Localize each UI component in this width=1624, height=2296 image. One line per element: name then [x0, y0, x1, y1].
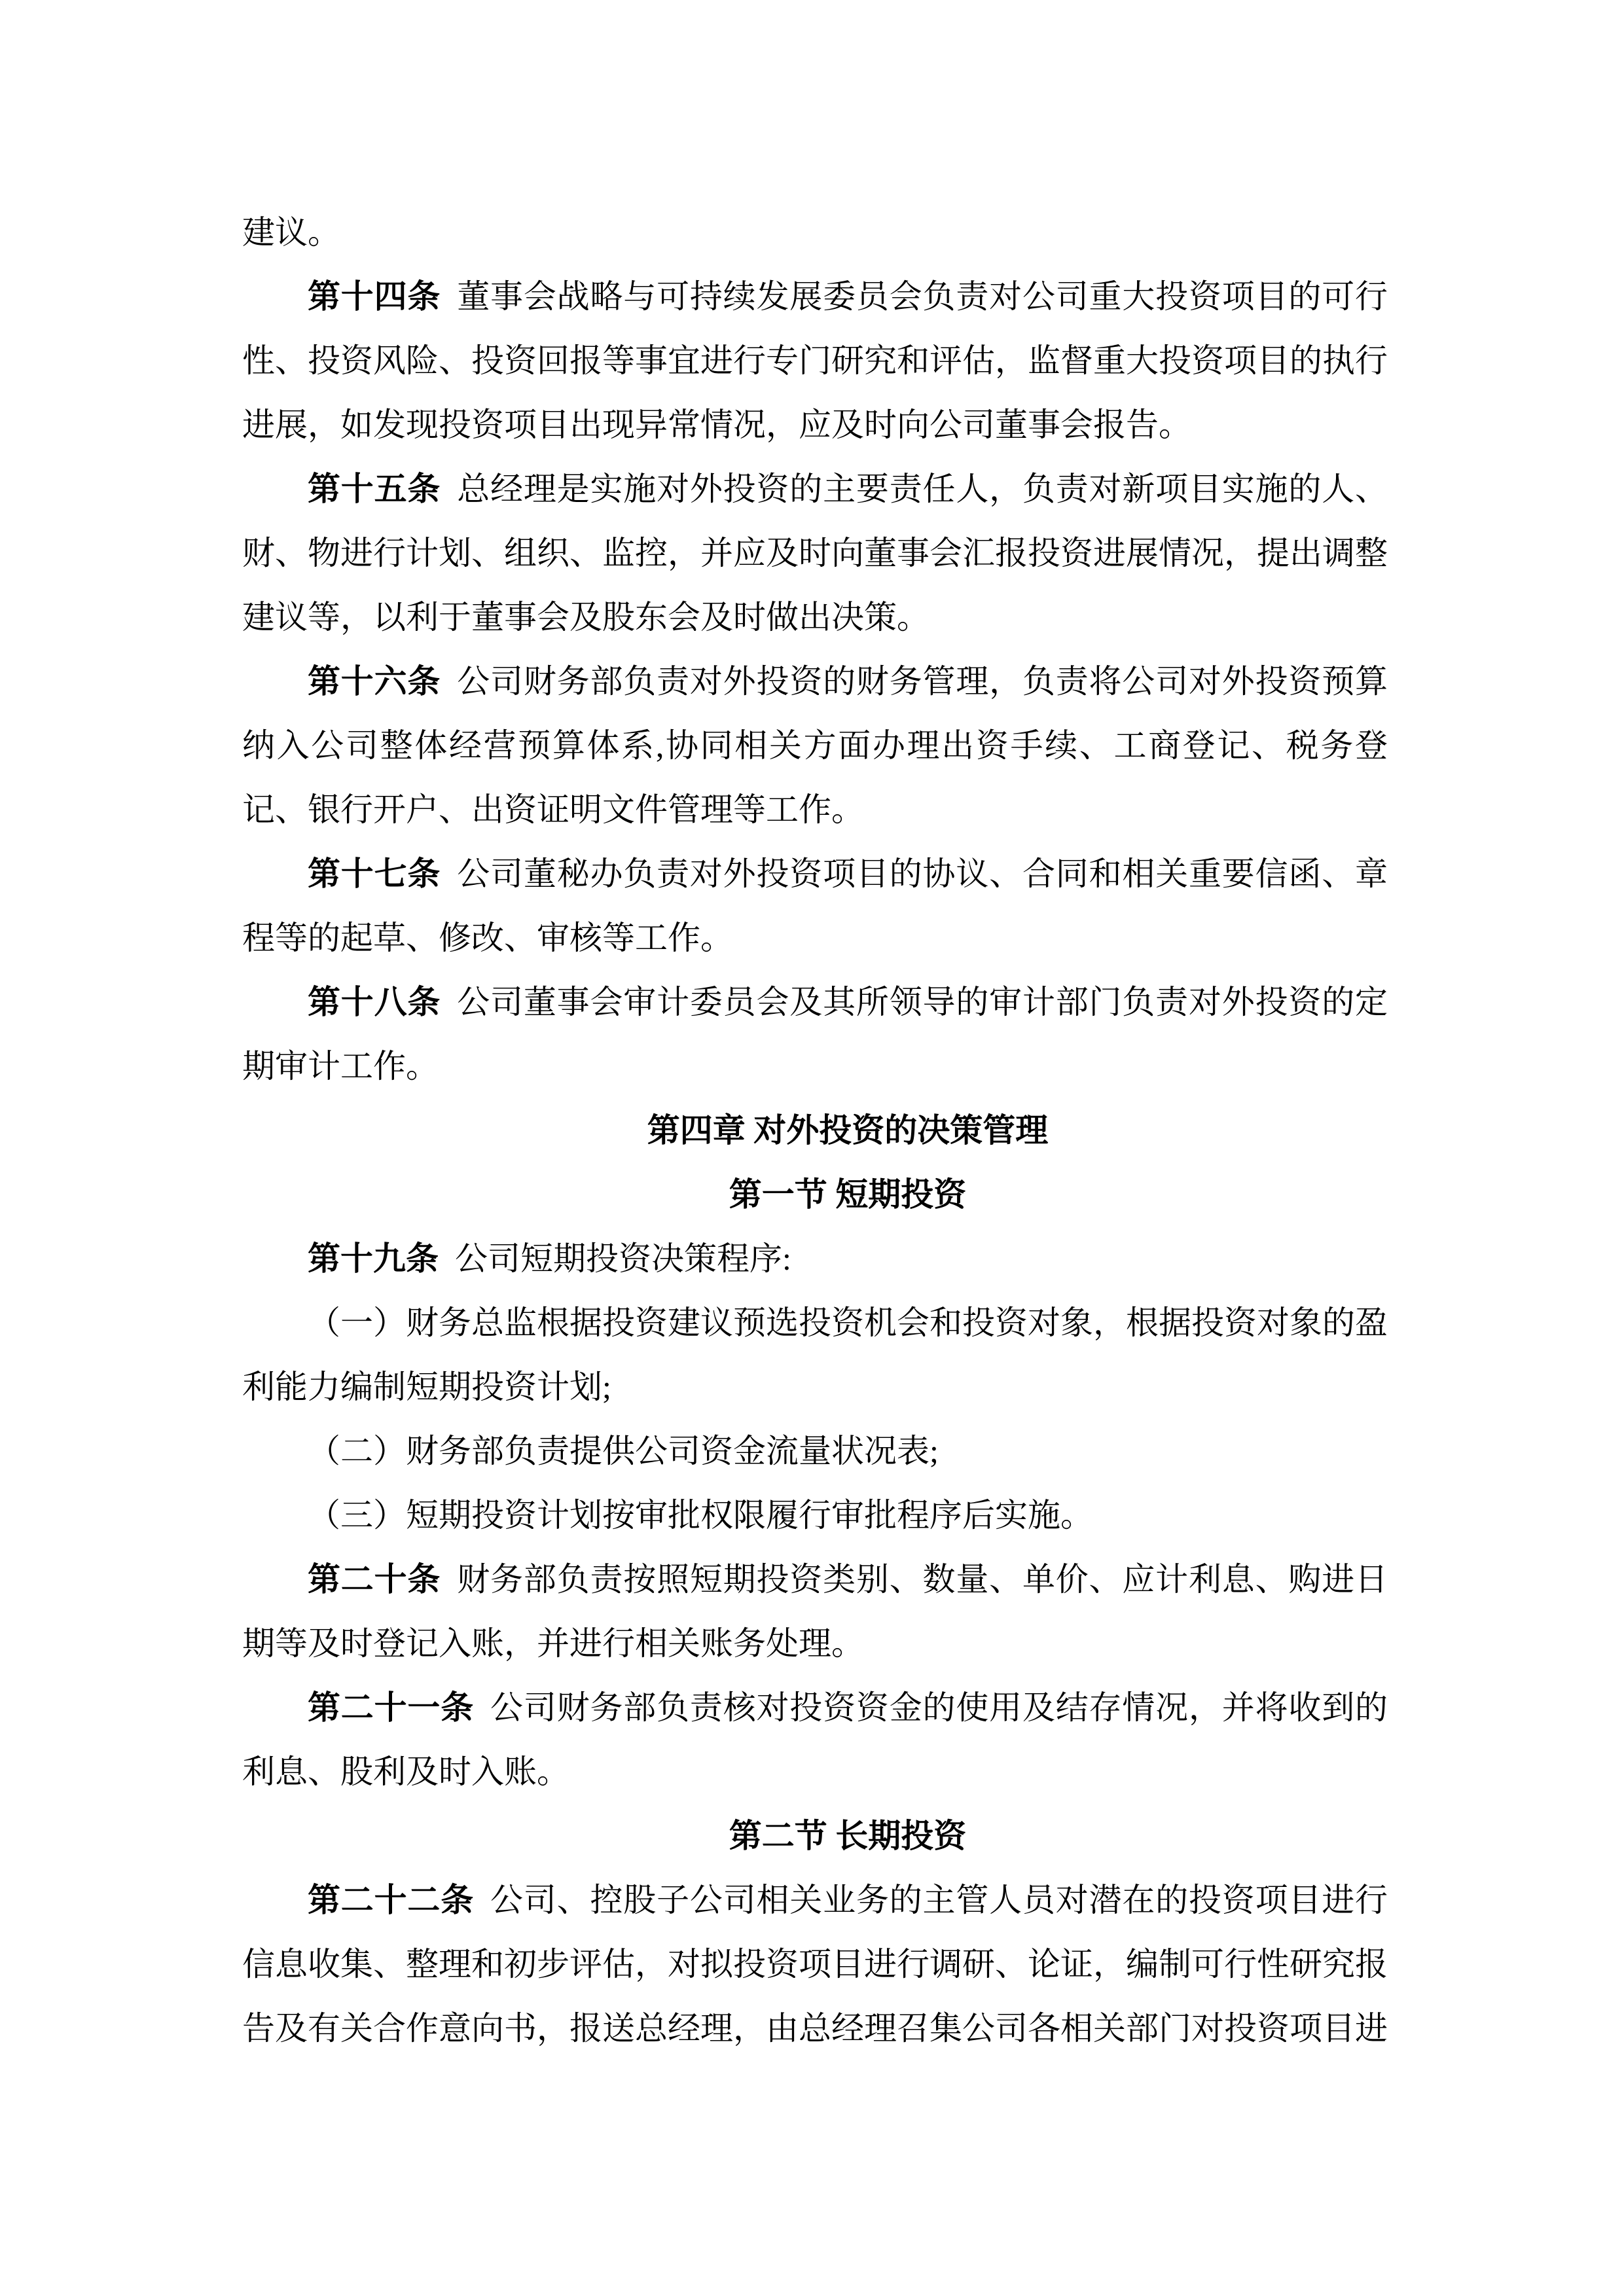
- chapter-heading: [242, 1098, 1388, 1162]
- paragraph-text: 总经理是实施对外投资的主要责任人，负责对新项目实施的人、财、物进行计划、组织、监控，并应及时向董事会汇报投资进展情况，提出调整建议等，以利于董事会及股东会及时做出决策。: [242, 471, 1388, 636]
- paragraph-text: 公司董事会审计委员会及其所领导的审计部门负责对外投资的定期审计工作。: [242, 984, 1388, 1085]
- section-heading: [242, 1162, 1388, 1227]
- article-number: 第二十一条: [308, 1689, 475, 1726]
- section-heading: [242, 1804, 1388, 1868]
- paragraph-text: （三）短期投资计划按审批权限履行审批程序后实施。: [308, 1497, 1093, 1534]
- article-number: 第二十条: [308, 1561, 441, 1598]
- paragraph-text: （一）财务总监根据投资建议预选投资机会和投资对象，根据投资对象的盈利能力编制短期投资计划;: [242, 1304, 1388, 1405]
- article-number: 第十八条: [308, 984, 441, 1020]
- paragraph-text: 公司董秘办负责对外投资项目的协议、合同和相关重要信函、章程等的起草、修改、审核等工作。: [242, 855, 1388, 956]
- article-number: 第十五条: [308, 471, 441, 507]
- article-number: 第十九条: [308, 1240, 439, 1277]
- article-paragraph: [242, 457, 1388, 649]
- continuation-paragraph: [242, 200, 1388, 264]
- article-paragraph: [242, 842, 1388, 970]
- list-item-paragraph: [242, 1419, 1388, 1483]
- article-number: 第二十二条: [308, 1882, 475, 1918]
- paragraph-text: 董事会战略与可持续发展委员会负责对公司重大投资项目的可行性、投资风险、投资回报等事宜进行专门研究和评估，监督重大投资项目的执行进展，如发现投资项目出现异常情况，应及时向公司董事会报告。: [242, 278, 1388, 443]
- article-paragraph: [242, 264, 1388, 457]
- article-paragraph: [242, 1227, 1388, 1291]
- paragraph-text: （二）财务部负责提供公司资金流量状况表;: [308, 1433, 939, 1469]
- paragraph-text: 公司、控股子公司相关业务的主管人员对潜在的投资项目进行信息收集、整理和初步评估，对拟投资项目进行调研、论证，编制可行性研究报告及有关合作意向书，报送总经理，由总经理召集公司各相关部门对投资项目进: [242, 1882, 1388, 2047]
- article-number: 第十七条: [308, 855, 441, 892]
- paragraph-text: 第一节 短期投资: [729, 1176, 967, 1213]
- paragraph-text: 第二节 长期投资: [729, 1818, 967, 1854]
- article-paragraph: [242, 970, 1388, 1098]
- list-item-paragraph: [242, 1291, 1388, 1419]
- paragraph-text: 公司财务部负责核对投资资金的使用及结存情况，并将收到的利息、股利及时入账。: [242, 1689, 1388, 1790]
- article-number: 第十六条: [308, 663, 441, 700]
- article-paragraph: [242, 649, 1388, 842]
- paragraph-text: 第四章 对外投资的决策管理: [647, 1112, 1049, 1149]
- paragraph-text: 财务部负责按照短期投资类别、数量、单价、应计利息、购进日期等及时登记入账，并进行相关账务处理。: [242, 1561, 1388, 1662]
- list-item-paragraph: [242, 1483, 1388, 1547]
- paragraph-text: 公司财务部负责对外投资的财务管理，负责将公司对外投资预算纳入公司整体经营预算体系,协同相关方面办理出资手续、工商登记、税务登记、银行开户、出资证明文件管理等工作。: [242, 663, 1388, 828]
- paragraph-text: 公司短期投资决策程序:: [455, 1240, 791, 1277]
- article-paragraph: [242, 1547, 1388, 1676]
- article-paragraph: [242, 1676, 1388, 1804]
- document-body: [242, 200, 1388, 2060]
- article-number: 第十四条: [308, 278, 441, 315]
- article-paragraph: [242, 1868, 1388, 2060]
- paragraph-text: 建议。: [242, 214, 340, 251]
